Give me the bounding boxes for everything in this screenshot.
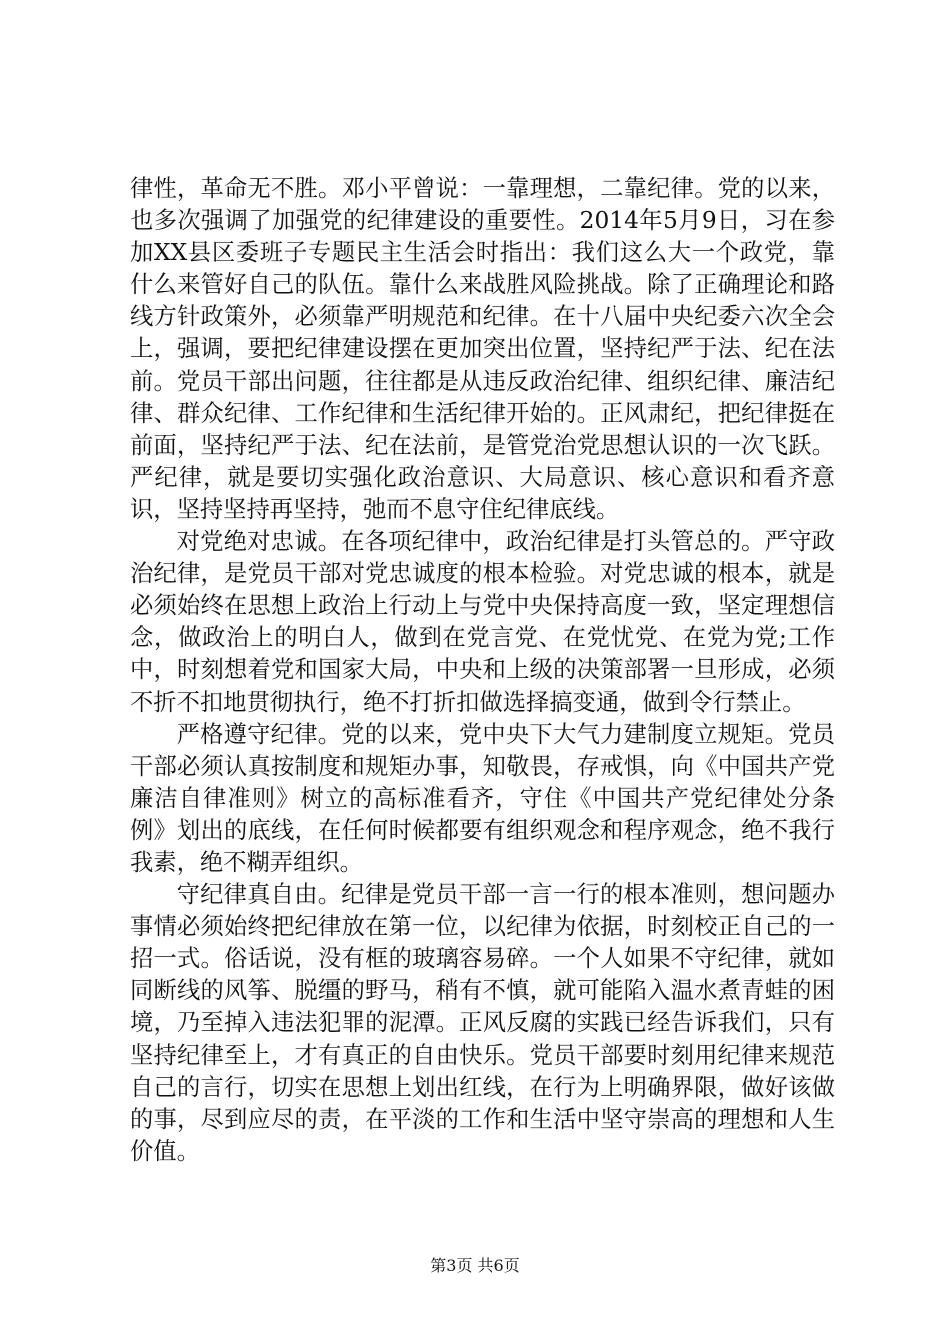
paragraph-freedom: 守纪律真自由。纪律是党员干部一言一行的根本准则，想问题办事情必须始终把纪律放在第一位，以纪律为依据，时刻校正自己的一招一式。俗话说，没有框的玻璃容易碎。一个人如果不守纪律，就如同断线的风筝、脱缰的野马，稍有不慎，就可能陷入温水煮青蛙的困境，乃至掉入违法犯罪的泥潭。正风反腐的实践已经告诉我们，只有坚持纪律至上，才有真正的自由快乐。党员干部要时刻用纪律来规范自己的言行，切实在思想上划出红线，在行为上明确界限，做好该做的事，尽到应尽的责，在平淡的工作和生活中坚守崇高的理想和人生价值。 <box>130 881 835 1165</box>
document-body <box>130 173 835 1168</box>
paragraph-loyalty: 对党绝对忠诚。在各项纪律中，政治纪律是打头管总的。严守政治纪律，是党员干部对党忠诚度的根本检验。对党忠诚的根本，就是必须始终在思想上政治上行动上与党中央保持高度一致，坚定理想信念，做政治上的明白人，做到在党言党、在党忧党、在党为党;工作中，时刻想着党和国家大局，中央和上级的决策部署一旦形成，必须不折不扣地贯彻执行，绝不打折扣做选择搞变通，做到令行禁止。 <box>130 528 835 716</box>
page-footer: 第3页 共6页 <box>430 1256 520 1275</box>
paragraph-discipline: 严格遵守纪律。党的以来，党中央下大气力建制度立规矩。党员干部必须认真按制度和规矩办事，知敬畏，存戒惧，向《中国共产党廉洁自律准则》树立的高标准看齐，守住《中国共产党纪律处分条例》划出的底线，在任何时候都要有组织观念和程序观念，绝不我行我素，绝不糊弄组织。 <box>130 720 835 876</box>
paragraph-continuation: 律性，革命无不胜。邓小平曾说：一靠理想，二靠纪律。党的以来，也多次强调了加强党的纪律建设的重要性。2014年5月9日，习在参加XX县区委班子专题民主生活会时指出：我们这么大一个政党，靠什么来管好自己的队伍。靠什么来战胜风险挑战。除了正确理论和路线方针政策外，必须靠严明规范和纪律。在十八届中央纪委六次全会上，强调，要把纪律建设摆在更加突出位置，坚持纪严于法、纪在法前。党员干部出问题，往往都是从违反政治纪律、组织纪律、廉洁纪律、群众纪律、工作纪律和生活纪律开始的。正风肃纪，把纪律挺在前面，坚持纪严于法、纪在法前，是管党治党思想认识的一次飞跃。严纪律，就是要切实强化政治意识、大局意识、核心意识和看齐意识，坚持坚持再坚持，弛而不息守住纪律底线。 <box>130 175 835 523</box>
